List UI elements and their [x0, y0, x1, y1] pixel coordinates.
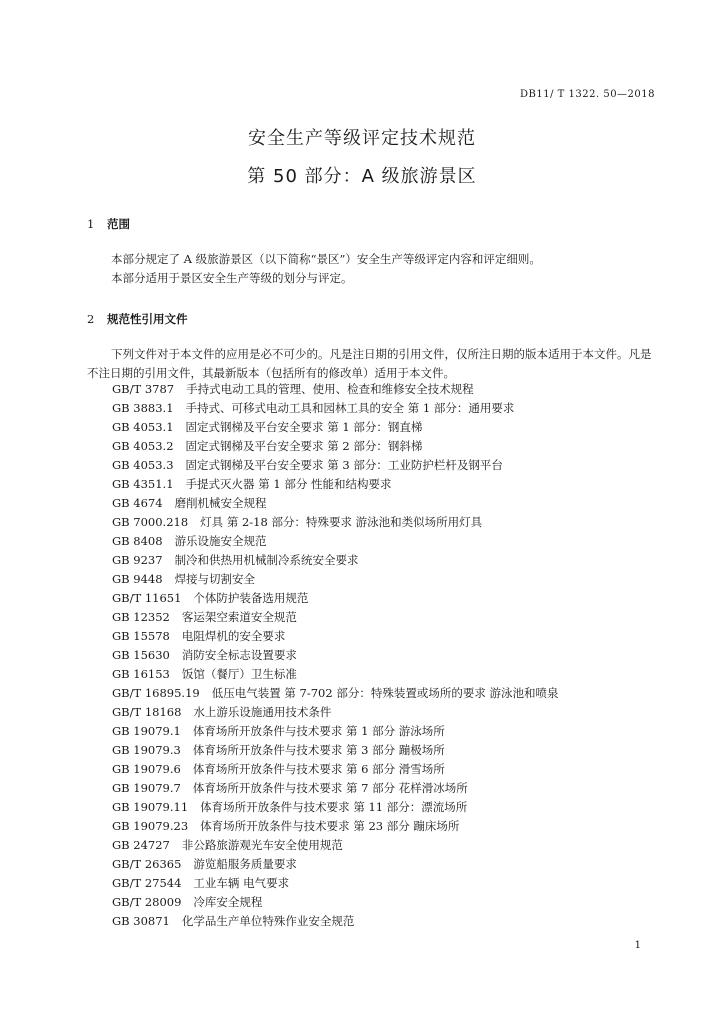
- reference-title: 个体防护装备选用规范: [193, 591, 309, 605]
- reference-item: [112, 570, 672, 589]
- reference-code: GB 19079.23: [112, 819, 189, 833]
- reference-item: [112, 817, 672, 836]
- section-1-number: 1: [87, 217, 95, 231]
- reference-item: [112, 779, 672, 798]
- reference-code: GB 4053.1: [112, 420, 174, 434]
- reference-item: [112, 855, 672, 874]
- reference-title: 游览船服务质量要求: [193, 857, 297, 871]
- section-1-body: [87, 250, 659, 288]
- reference-title: 客运架空索道安全规范: [181, 610, 297, 624]
- reference-code: GB 4053.3: [112, 458, 174, 472]
- section-1-heading: [87, 216, 130, 232]
- paragraph: 本部分适用于景区安全生产等级的划分与评定。: [111, 271, 353, 285]
- reference-item: [112, 475, 672, 494]
- reference-item: [112, 513, 672, 532]
- reference-item: [112, 627, 672, 646]
- reference-item: [112, 551, 672, 570]
- reference-code: GB 3883.1: [112, 401, 174, 415]
- reference-item: [112, 437, 672, 456]
- reference-item: [112, 703, 672, 722]
- reference-title: 化学品生产单位特殊作业安全规范: [181, 914, 355, 928]
- reference-code: GB 4351.1: [112, 477, 174, 491]
- reference-title: 电阻焊机的安全要求: [181, 629, 286, 643]
- reference-code: GB 4053.2: [112, 439, 174, 453]
- reference-code: GB 9237: [112, 553, 163, 567]
- section-1-title: 范围: [107, 217, 130, 231]
- reference-title: 体育场所开放条件与技术要求 第 11 部分：漂流场所: [200, 800, 468, 814]
- reference-code: GB 19079.7: [112, 781, 181, 795]
- reference-title: 工业车辆 电气要求: [193, 876, 290, 890]
- reference-code: GB/T 26365: [112, 857, 182, 871]
- reference-item: [112, 589, 672, 608]
- page-number: 1: [634, 940, 641, 951]
- reference-title: 焊接与切割安全: [174, 572, 256, 586]
- reference-item: [112, 684, 672, 703]
- reference-code: GB 4674: [112, 496, 163, 510]
- reference-code: GB 30871: [112, 914, 170, 928]
- reference-title: 体育场所开放条件与技术要求 第 1 部分 游泳场所: [192, 724, 445, 738]
- document-code: DB11/ T 1322. 50—2018: [520, 89, 655, 100]
- reference-title: 固定式钢梯及平台安全要求 第 1 部分：钢直梯: [185, 420, 423, 434]
- reference-item: [112, 893, 672, 912]
- section-2-heading: [87, 311, 188, 327]
- reference-title: 体育场所开放条件与技术要求 第 23 部分 蹦床场所: [200, 819, 460, 833]
- reference-item: [112, 874, 672, 893]
- reference-code: GB/T 28009: [112, 895, 182, 909]
- reference-item: [112, 456, 672, 475]
- reference-item: [112, 798, 672, 817]
- reference-title: 非公路旅游观光车安全使用规范: [181, 838, 343, 852]
- reference-code: GB 19079.6: [112, 762, 181, 776]
- reference-title: 固定式钢梯及平台安全要求 第 2 部分：钢斜梯: [185, 439, 423, 453]
- reference-item: [112, 836, 672, 855]
- reference-code: GB/T 18168: [112, 705, 182, 719]
- reference-item: [112, 760, 672, 779]
- reference-item: [112, 608, 672, 627]
- reference-list: [112, 380, 672, 931]
- reference-item: [112, 399, 672, 418]
- reference-item: [112, 532, 672, 551]
- reference-code: GB 9448: [112, 572, 163, 586]
- reference-title: 游乐设施安全规范: [174, 534, 267, 548]
- reference-title: 固定式钢梯及平台安全要求 第 3 部分：工业防护栏杆及钢平台: [185, 458, 503, 472]
- section-2-number: 2: [87, 312, 95, 326]
- reference-item: [112, 741, 672, 760]
- reference-title: 体育场所开放条件与技术要求 第 3 部分 蹦极场所: [192, 743, 445, 757]
- reference-title: 体育场所开放条件与技术要求 第 7 部分 花样滑冰场所: [192, 781, 468, 795]
- reference-code: GB/T 3787: [112, 382, 175, 396]
- reference-title: 手持式电动工具的管理、使用、检查和维修安全技术规程: [186, 382, 474, 396]
- section-2-title: 规范性引用文件: [107, 312, 188, 326]
- reference-code: GB 19079.1: [112, 724, 181, 738]
- reference-title: 磨削机械安全规程: [174, 496, 267, 510]
- reference-title: 冷库安全规程: [193, 895, 263, 909]
- paragraph: 下列文件对于本文件的应用是必不可少的。凡是注日期的引用文件，仅所注日期的版本适用于本文件。凡是不注日期的引用文件，其最新版本（包括所有的修改单）适用于本文件。: [87, 347, 652, 380]
- paragraph: 本部分规定了 A 级旅游景区（以下简称“景区”）安全生产等级评定内容和评定细则。: [111, 252, 541, 266]
- reference-code: GB/T 27544: [112, 876, 182, 890]
- reference-code: GB 19079.3: [112, 743, 181, 757]
- reference-code: GB 8408: [112, 534, 163, 548]
- reference-title: 制冷和供热用机械制冷系统安全要求: [174, 553, 359, 567]
- reference-code: GB 7000.218: [112, 515, 189, 529]
- reference-title: 水上游乐设施通用技术条件: [193, 705, 332, 719]
- reference-code: GB 19079.11: [112, 800, 189, 814]
- reference-title: 饭馆（餐厅）卫生标准: [181, 667, 297, 681]
- reference-code: GB 15578: [112, 629, 170, 643]
- reference-item: [112, 912, 672, 931]
- reference-title: 消防安全标志设置要求: [181, 648, 297, 662]
- reference-code: GB 24727: [112, 838, 170, 852]
- reference-title: 体育场所开放条件与技术要求 第 6 部分 滑雪场所: [192, 762, 445, 776]
- reference-item: [112, 418, 672, 437]
- reference-item: [112, 494, 672, 513]
- section-2-intro: [87, 345, 661, 383]
- reference-title: 手提式灭火器 第 1 部分 性能和结构要求: [185, 477, 392, 491]
- reference-title: 灯具 第 2-18 部分：特殊要求 游泳池和类似场所用灯具: [200, 515, 483, 529]
- document-subtitle: 第 50 部分：A 级旅游景区: [247, 166, 477, 187]
- document-title: 安全生产等级评定技术规范: [248, 128, 476, 149]
- reference-code: GB 16153: [112, 667, 170, 681]
- reference-item: [112, 380, 672, 399]
- reference-code: GB 15630: [112, 648, 170, 662]
- reference-title: 手持式、可移式电动工具和园林工具的安全 第 1 部分：通用要求: [185, 401, 515, 415]
- reference-item: [112, 665, 672, 684]
- reference-item: [112, 646, 672, 665]
- reference-code: GB 12352: [112, 610, 170, 624]
- reference-code: GB/T 16895.19: [112, 686, 200, 700]
- reference-item: [112, 722, 672, 741]
- reference-title: 低压电气装置 第 7-702 部分：特殊装置或场所的要求 游泳池和喷泉: [211, 686, 559, 700]
- reference-code: GB/T 11651: [112, 591, 182, 605]
